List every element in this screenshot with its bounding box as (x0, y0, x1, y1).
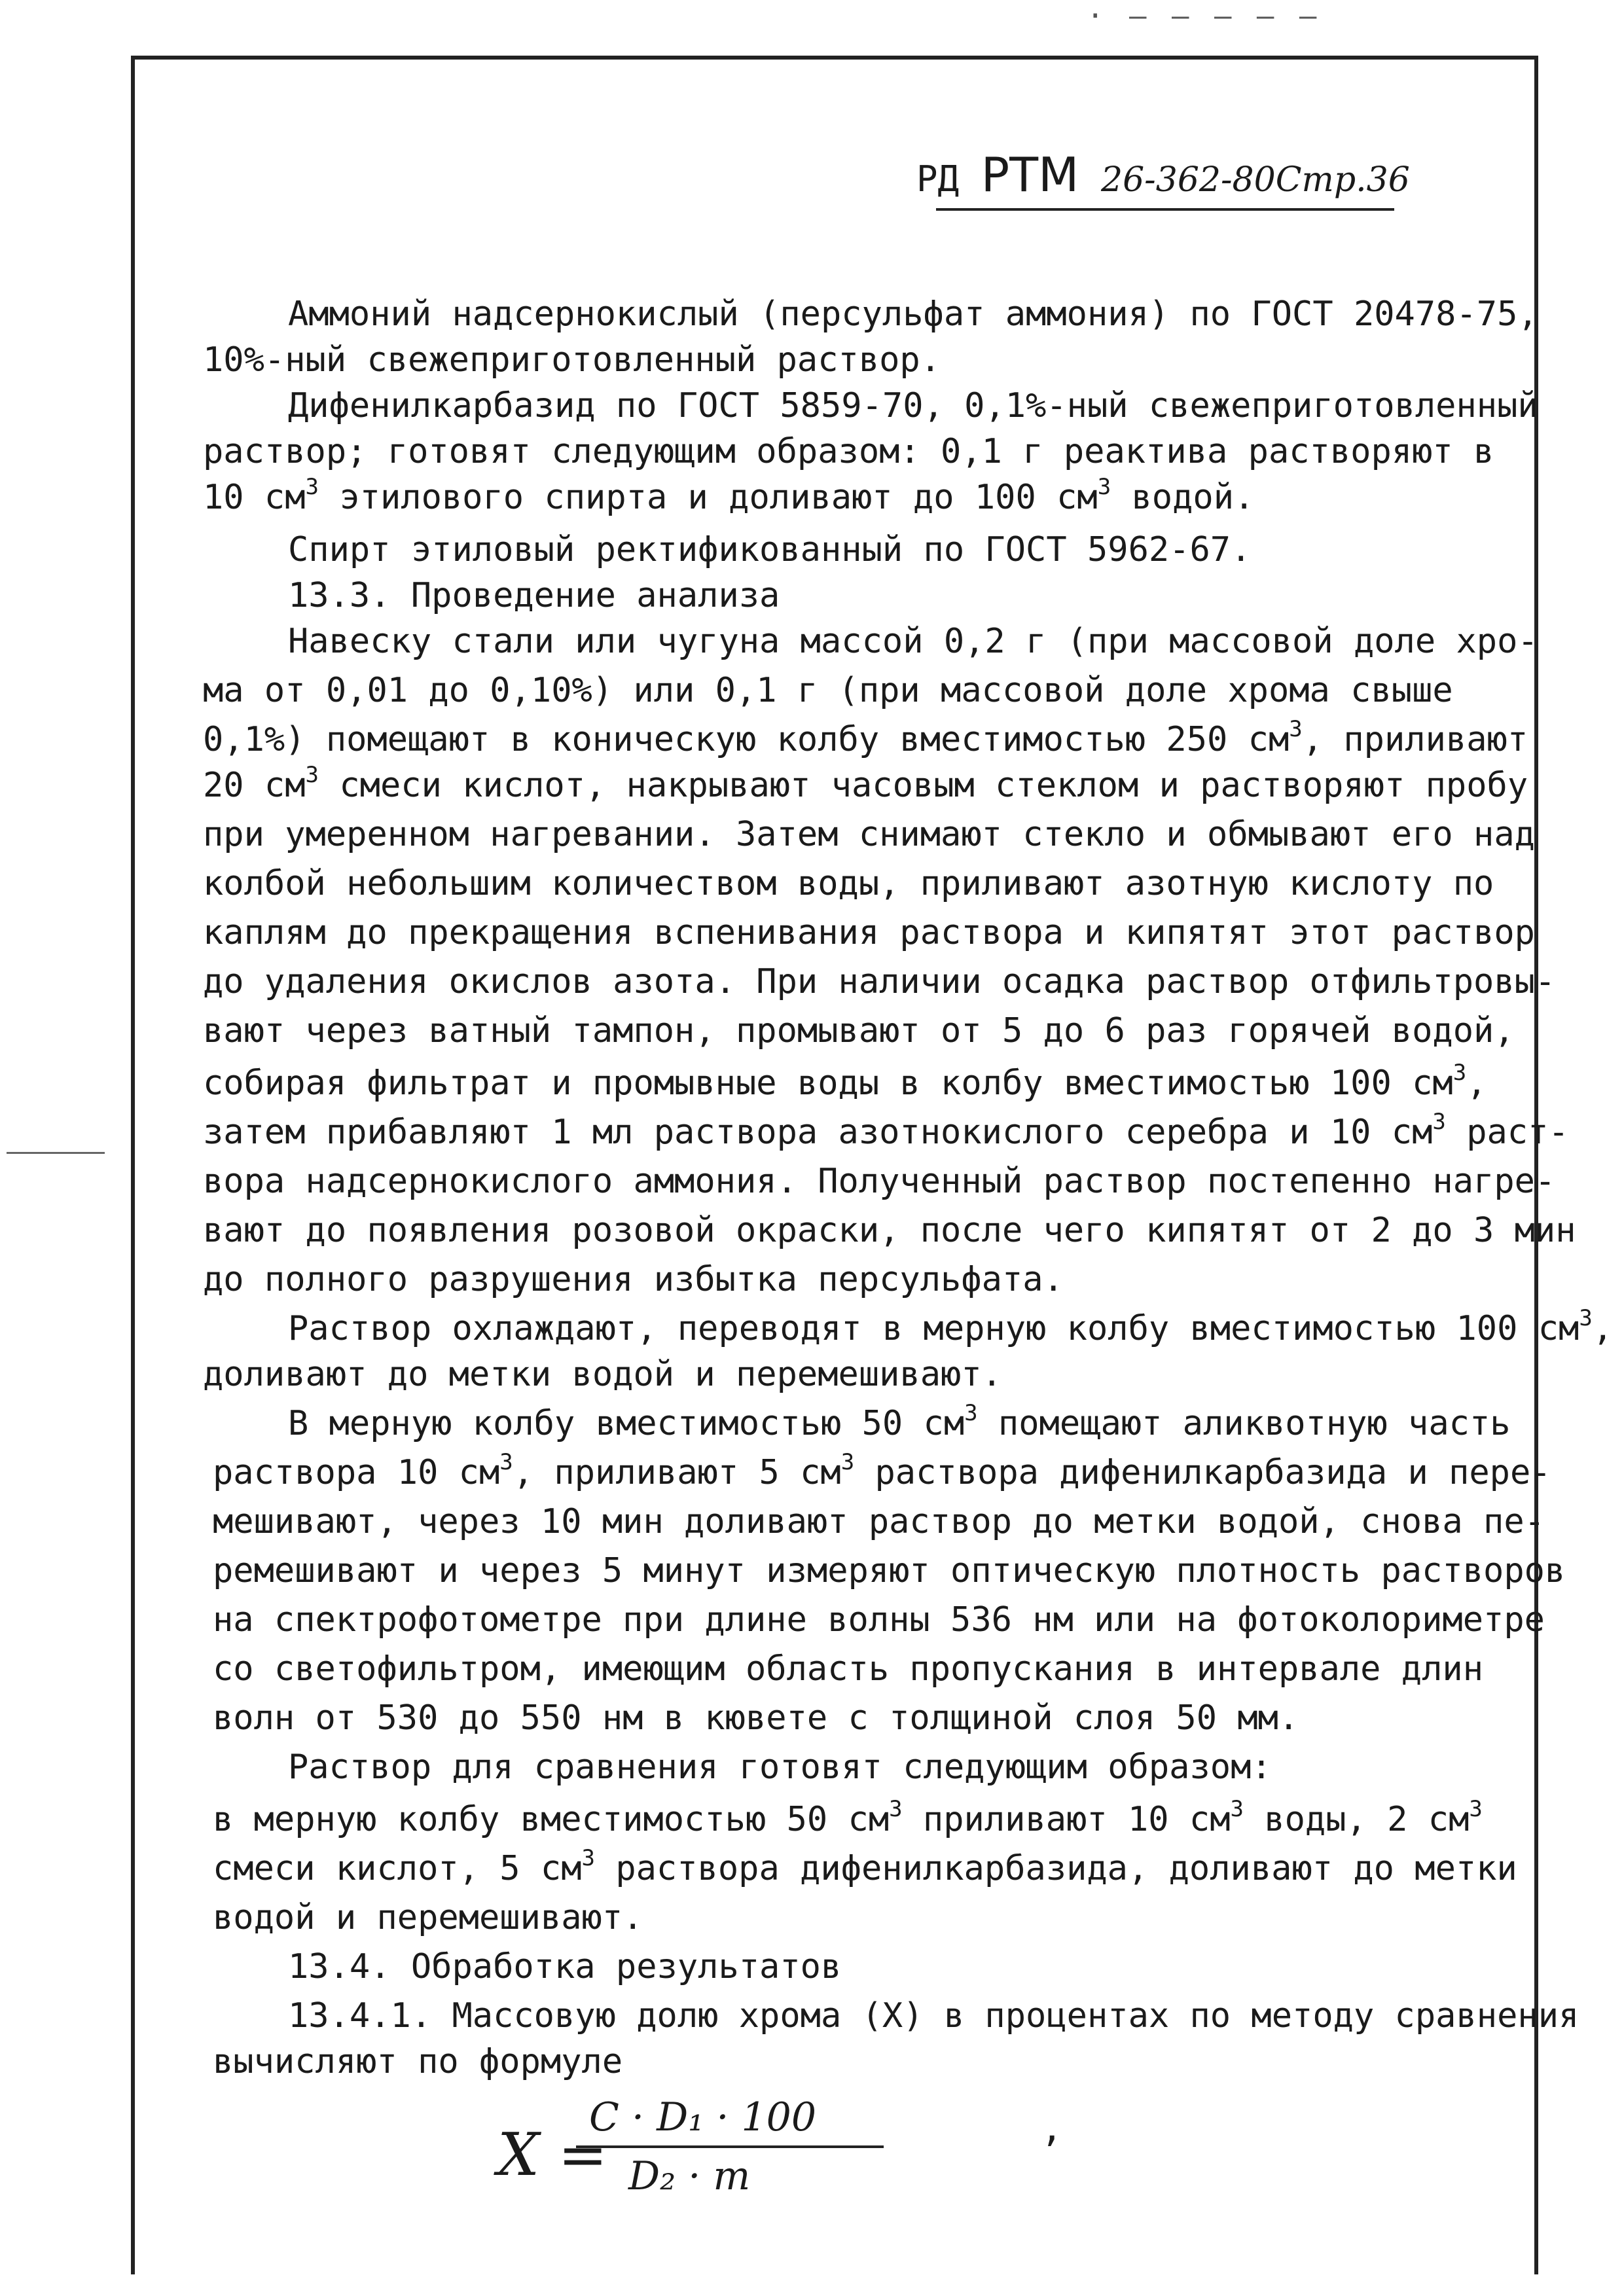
text-run: раствора дифенилкарбазида и пере- (854, 1453, 1551, 1492)
text-run: собирая фильтрат и промывные воды в колбу вместимостью 100 см (203, 1064, 1453, 1103)
text-run: доливают до метки водой и перемешивают. (203, 1355, 1002, 1394)
text-line (203, 340, 941, 380)
superscript: 3 (1097, 474, 1111, 500)
text-run: колбой небольшим количеством воды, приливают азотную кислоту по (203, 864, 1494, 903)
text-line (288, 295, 1538, 334)
text-run: смеси кислот, накрывают часовым стеклом и растворяют пробу (319, 766, 1528, 805)
text-run: до полного разрушения избытка персульфата. (203, 1260, 1064, 1299)
text-run: 10%-ный свежеприготовленный раствор. (203, 340, 941, 380)
text-run: Навеску стали или чугуна массой 0,2 г (при массовой доле хро- (288, 622, 1538, 661)
text-run: ма от 0,01 до 0,10%) или 0,1 г (при массовой доле хрома свыше (203, 671, 1453, 710)
text-run: мешивают, через 10 мин доливают раствор до метки водой, снова пе- (213, 1502, 1545, 1541)
text-run: приливают 10 см (902, 1800, 1231, 1839)
text-run: этилового спирта и доливают до 100 см (319, 478, 1098, 517)
text-run: вычисляют по формуле (213, 2042, 623, 2081)
header-underline (936, 208, 1394, 211)
text-run: водой. (1111, 478, 1255, 517)
text-line (203, 1355, 1002, 1394)
text-run: 13.3. Проведение анализа (288, 576, 780, 615)
formula-denominator: D₂ · m (628, 2153, 751, 2199)
text-line (213, 1845, 1517, 1888)
text-line (288, 1305, 1614, 1348)
fraction-bar (576, 2145, 884, 2148)
text-line (213, 2042, 623, 2081)
text-line (213, 1698, 1299, 1738)
superscript: 3 (581, 1845, 596, 1871)
text-run: 0,1%) помещают в коническую колбу вместимостью 250 см (203, 720, 1290, 759)
text-run: Спирт этиловый ректификованный по ГОСТ 5962-67. (288, 530, 1252, 569)
text-line (203, 1162, 1555, 1201)
superscript: 3 (305, 474, 319, 500)
superscript: 3 (1469, 1796, 1483, 1822)
superscript: 3 (305, 762, 319, 788)
text-run: вают через ватный тампон, промывают от 5 до 6 раз горячей водой, (203, 1011, 1515, 1050)
text-line (288, 1400, 1511, 1443)
text-line (288, 386, 1538, 425)
text-run: волн от 530 до 550 нм в кювете с толщиной слоя 50 мм. (213, 1698, 1299, 1738)
header-number: 26-362-80 (1101, 160, 1276, 200)
text-line (203, 815, 1535, 854)
text-run: 13.4. Обработка результатов (288, 1947, 842, 1986)
text-run: помещают аликвотную часть (977, 1404, 1511, 1443)
text-run: раствора дифенилкарбазида, доливают до метки (595, 1849, 1517, 1888)
text-run: раст- (1445, 1113, 1569, 1152)
text-run: , приливают 5 см (513, 1453, 841, 1492)
text-run: раствора 10 см (213, 1453, 500, 1492)
text-line (203, 1060, 1487, 1103)
text-line (203, 762, 1528, 805)
text-run: воды, 2 см (1244, 1800, 1470, 1839)
formula-lhs: X = (497, 2121, 608, 2189)
text-line (203, 1109, 1569, 1152)
text-run: со светофильтром, имеющим область пропускания в интервале длин (213, 1649, 1484, 1689)
text-run: на спектрофотометре при длине волны 536 нм или на фотоколориметре (213, 1600, 1545, 1640)
text-line (288, 530, 1251, 569)
text-line (288, 576, 780, 615)
text-run: раствор; готовят следующим образом: 0,1 г реактива растворяют в (203, 432, 1494, 471)
text-line (288, 1947, 841, 1986)
text-line (213, 1649, 1483, 1689)
text-line (203, 1260, 1064, 1299)
superscript: 3 (1289, 716, 1303, 742)
text-run: при умеренном нагревании. Затем снимают стекло и обмывают его над (203, 815, 1535, 854)
superscript: 3 (964, 1400, 978, 1426)
header-code: РТМ (981, 147, 1079, 202)
text-line (288, 622, 1538, 661)
text-run: Дифенилкарбазид по ГОСТ 5859-70, 0,1%-ный свежеприготовленный (288, 386, 1538, 425)
text-line (203, 671, 1453, 710)
text-run: до удаления окислов азота. При наличии осадка раствор отфильтровы- (203, 962, 1556, 1001)
text-line (203, 962, 1555, 1001)
formula-trailing-comma: , (1041, 2108, 1063, 2150)
margin-tick-mark (7, 1152, 105, 1154)
superscript: 3 (840, 1449, 855, 1475)
superscript: 3 (1453, 1060, 1467, 1086)
text-run: 20 см (203, 766, 306, 805)
formula-numerator: C · D₁ · 100 (589, 2094, 817, 2140)
text-line (213, 1551, 1565, 1590)
text-run: 13.4.1. Массовую долю хрома (X) в процентах по методу сравнения (288, 1996, 1579, 2036)
text-run: Раствор для сравнения готовят следующим образом: (288, 1748, 1272, 1787)
text-run: затем прибавляют 1 мл раствора азотнокислого серебра и 10 см (203, 1113, 1433, 1152)
header-prefix: РД (916, 158, 960, 200)
text-line (203, 716, 1528, 759)
superscript: 3 (1432, 1109, 1446, 1135)
text-run: ремешивают и через 5 минут измеряют оптическую плотность растворов (213, 1551, 1566, 1590)
text-line (213, 1449, 1551, 1492)
text-line (203, 913, 1535, 952)
top-edge-fragment: · ‒ ‒ ‒ ‒ ‒ (1087, 13, 1321, 33)
superscript: 3 (1230, 1796, 1244, 1822)
text-line (288, 1748, 1272, 1787)
text-line (213, 1898, 643, 1937)
text-run: смеси кислот, 5 см (213, 1849, 582, 1888)
text-line (203, 1011, 1515, 1050)
superscript: 3 (889, 1796, 903, 1822)
text-run: вора надсернокислого аммония. Полученный раствор постепенно нагре- (203, 1162, 1556, 1201)
page-header (916, 147, 1410, 202)
formula (497, 2094, 890, 2206)
text-line (213, 1502, 1545, 1541)
text-run: Аммоний надсернокислый (персульфат аммония) по ГОСТ 20478-75, (288, 295, 1538, 334)
text-run: в мерную колбу вместимостью 50 см (213, 1800, 890, 1839)
text-line (203, 474, 1255, 517)
text-run: В мерную колбу вместимостью 50 см (288, 1404, 965, 1443)
text-line (213, 1796, 1483, 1839)
text-run: каплям до прекращения вспенивания раствора и кипятят этот раствор (203, 913, 1535, 952)
text-line (203, 432, 1494, 471)
superscript: 3 (1579, 1305, 1593, 1331)
text-run: , (1592, 1309, 1614, 1348)
text-run: Раствор охлаждают, переводят в мерную колбу вместимостью 100 см (288, 1309, 1579, 1348)
text-line (203, 1211, 1576, 1250)
text-run: , приливают (1302, 720, 1528, 759)
header-page: Стр.36 (1275, 160, 1410, 200)
text-line (203, 864, 1494, 903)
text-run: 10 см (203, 478, 306, 517)
text-line (213, 1600, 1545, 1640)
superscript: 3 (499, 1449, 513, 1475)
text-line (288, 1996, 1579, 2036)
text-run: водой и перемешивают. (213, 1898, 643, 1937)
text-run: , (1466, 1064, 1487, 1103)
text-run: вают до появления розовой окраски, после чего кипятят от 2 до 3 мин (203, 1211, 1576, 1250)
